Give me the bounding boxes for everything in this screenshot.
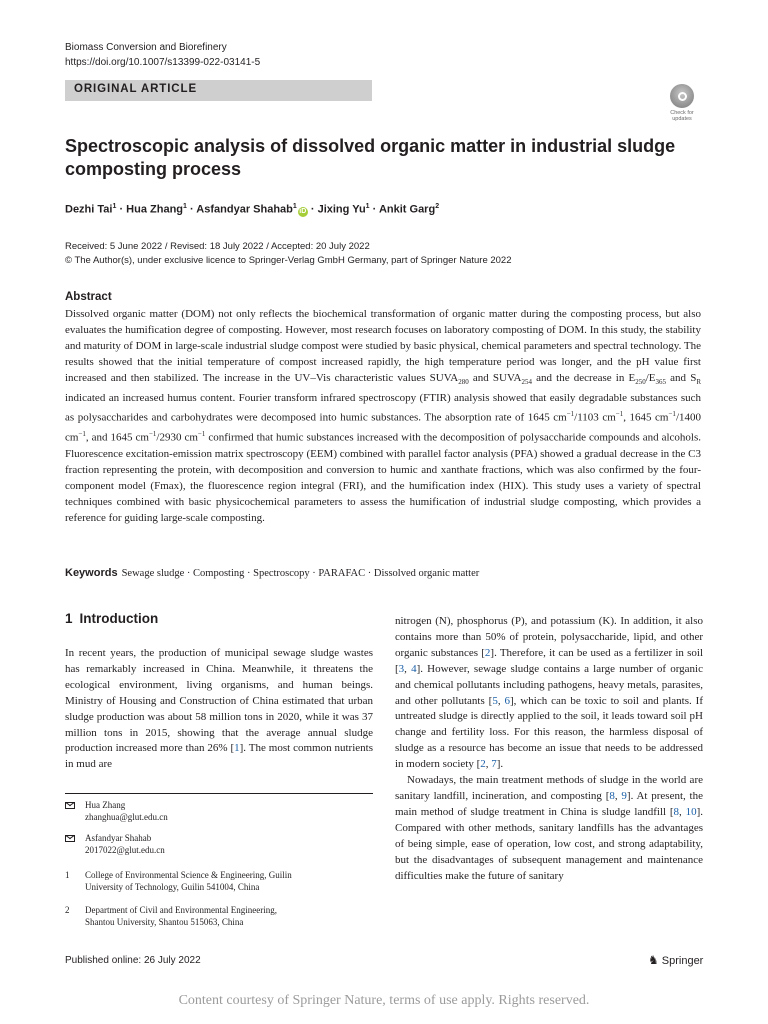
section-number: 1 [65, 611, 73, 626]
author-name[interactable]: Ankit Garg [378, 203, 436, 216]
article-dates [65, 240, 512, 268]
envelope-icon [65, 835, 75, 842]
affiliation-line: College of Environmental Science & Engineering, Guilin [85, 870, 292, 880]
affiliation-mark: 1 [183, 203, 187, 210]
abstract-heading: Abstract [65, 291, 112, 303]
journal-header [65, 40, 260, 70]
citation-link[interactable]: 9 [621, 789, 627, 802]
citation-link[interactable]: 6 [504, 694, 511, 707]
citation-link[interactable]: 8 [609, 789, 615, 802]
affiliation-mark: 1 [65, 870, 70, 880]
citation-link[interactable]: 5 [492, 694, 498, 707]
keywords [65, 567, 479, 579]
abstract-text: Dissolved organic matter (DOM) not only reflects the biochemical transformation of organic matter during the composting process, but also evaluates the humification degree of composting. However, most research focuses on laboratory composting of DOM. In this study, the stability and maturity of DOM in large-scale industrial sludge compost were studied by basic physical, chemical parameters and spectral technology. The results showed that the initial temperature of compost increased rapidly, the high temperature period was longer, and the pH value first increased and then stabilized. The increase in the UV–Vis characteristic values $SUVA_{280}$ and $SUVA_{254}$ and the decrease in $E_{250}/E_{365}$ and $S_R$ indicated an increased humus content. Fourier transform infrared spectroscopy (FTIR) analysis showed that easily degradable substances such as polysaccharides and carbohydrates were decomposed into humic substances. The absorption rate of 1645 $cm^{-1}/1103$ $cm^{-1}$, 1645 $cm^{-1}/1400$ $cm^{-1}$, and 1645 $cm^{-1}/2930$ $cm^{-1}$ confirmed that humic substances increased with the decomposition of polysaccharide compounds and alcohols. Fluorescence excitation-emission matrix spectroscopy (EEM) combined with parallel factor analysis (PFA) showed a gradual decrease in the C3 fraction representing the protein, with decomposition and conversion to humic and xanthate fractions, which was also confirmed by the four-component model (Fmax), the fluorescence region integral (FRI), and the humification index (HIX). This study uses a variety of spectral techniques combined with basic physicochemical parameters to assess the humification of industrial sludge composting, which provides a reference for guiding large-scale composting. [65, 308, 702, 524]
citation-link[interactable]: 10 [685, 805, 697, 818]
author-separator: · [307, 203, 318, 216]
crossmark-label-1: Check for [670, 110, 694, 116]
author-name[interactable]: Dezhi Tai [65, 203, 113, 216]
intro-paragraph: nitrogen (N), phosphorus (P), and potassium (K). In addition, it also contains more than 50% of protein, polysaccharide, lipid, and other organic substances [2]. Therefore, it can be used as a fertilizer in soil [3, 4]. However, sewage sludge contains a large number of organic and chemical pollutants including pathogens, heavy metals, parasites, and other pollutants [5, 6], which can be toxic to soil and plants. If untreated sludge is directly applied to the soil, it leads toward soil pH change and fertility loss. For this reason, the harmless disposal of sludge as a resource has become an issue that needs to be addressed in modern society [2, 7]. [395, 615, 703, 771]
crossmark-label-2: updates [672, 116, 692, 122]
crossmark-icon [670, 84, 694, 108]
keywords-label: Keywords [65, 567, 118, 579]
crossmark-badge[interactable] [662, 84, 702, 124]
section-heading [65, 611, 158, 626]
correspondent-name: Asfandyar Shahab [85, 833, 152, 843]
keywords-list: Sewage sludge · Composting · Spectroscopy · PARAFAC · Dissolved organic matter [121, 568, 480, 579]
correspondence-2 [65, 832, 373, 856]
publisher-name: Springer [661, 955, 704, 967]
affiliation-mark: 2 [65, 905, 70, 915]
citation-link[interactable]: 3 [398, 662, 405, 675]
intro-column-right [395, 614, 703, 884]
springer-horse-icon: ♞ [648, 953, 659, 967]
section-title: Introduction [79, 611, 159, 626]
footnote-divider [65, 793, 373, 794]
affiliation-line: University of Technology, Guilin 541004, China [85, 882, 260, 892]
author-separator: · [186, 203, 197, 216]
affiliation-line: Shantou University, Shantou 515063, China [85, 917, 244, 927]
affiliation-mark: 1 [112, 203, 117, 210]
author-name[interactable]: Jixing Yu [317, 203, 366, 216]
author-name[interactable]: Asfandyar Shahab [196, 203, 293, 216]
article-title: Spectroscopic analysis of dissolved organic matter in industrial sludge composting process [65, 136, 676, 179]
affiliation-2 [65, 904, 373, 928]
journal-name: Biomass Conversion and Biorefinery [65, 42, 227, 53]
affiliation-1 [65, 869, 373, 893]
doi-link[interactable]: https://doi.org/10.1007/s13399-022-03141-5 [65, 57, 261, 68]
publisher-logo [648, 953, 703, 967]
intro-paragraph-left: In recent years, the production of municipal sewage sludge wastes has remarkably increased in China. Meanwhile, it threatens the ecological environment, living organisms, and human beings. Ministry of Housing and Construction of China estimated that urban sludge production was about 58 million tons in 2020, while it was 37 million tons in 2015, showing that the average annual sludge production increased more than 26% [1]. The most common nutrients in mud are [65, 647, 373, 771]
citation-link[interactable]: 2 [480, 758, 486, 771]
affiliation-mark: 2 [435, 203, 440, 210]
author-separator: · [369, 203, 379, 216]
affiliation-mark: 1 [365, 203, 370, 210]
courtesy-notice: Content courtesy of Springer Nature, terms of use apply. Rights reserved. [178, 993, 590, 1008]
envelope-icon [65, 802, 75, 809]
author-name[interactable]: Hua Zhang [126, 203, 184, 216]
citation-link[interactable]: 7 [491, 758, 497, 771]
correspondent-name: Hua Zhang [85, 800, 126, 810]
date-history: Received: 5 June 2022 / Revised: 18 July 2022 / Accepted: 20 July 2022 [65, 241, 370, 252]
orcid-icon[interactable]: iD [299, 207, 307, 215]
citation-link[interactable]: 8 [673, 805, 680, 818]
citation-link[interactable]: 2 [484, 646, 491, 659]
citation-link[interactable]: 4 [411, 662, 417, 675]
affiliation-line: Department of Civil and Environmental Engineering, [85, 905, 277, 915]
correspondent-email[interactable]: 2017022@glut.edu.cn [85, 845, 165, 855]
copyright-line: © The Author(s), under exclusive licence to Springer-Verlag GmbH Germany, part of Springer Nature 2022 [65, 255, 512, 266]
correspondent-email[interactable]: zhanghua@glut.edu.cn [85, 812, 168, 822]
published-date: Published online: 26 July 2022 [65, 955, 201, 966]
correspondence-1 [65, 799, 373, 823]
author-separator: · [116, 203, 127, 216]
intro-paragraph: Nowadays, the main treatment methods of sludge in the world are sanitary landfill, incineration, and composting [8, 9]. At present, the main method of sludge treatment in China is sludge landfill [8, 10]. Compared with other methods, sanitary landfills has the advantages of being simple, ease of operation, low cost, and strong adaptability, but the disadvantages of subsequent management and maintenance difficulties make the future of sanitary [395, 774, 703, 882]
article-type-banner: ORIGINAL ARTICLE [65, 80, 372, 101]
citation-link[interactable]: 1 [234, 742, 240, 755]
affiliation-mark: 1 [292, 203, 297, 210]
author-list [65, 203, 439, 217]
